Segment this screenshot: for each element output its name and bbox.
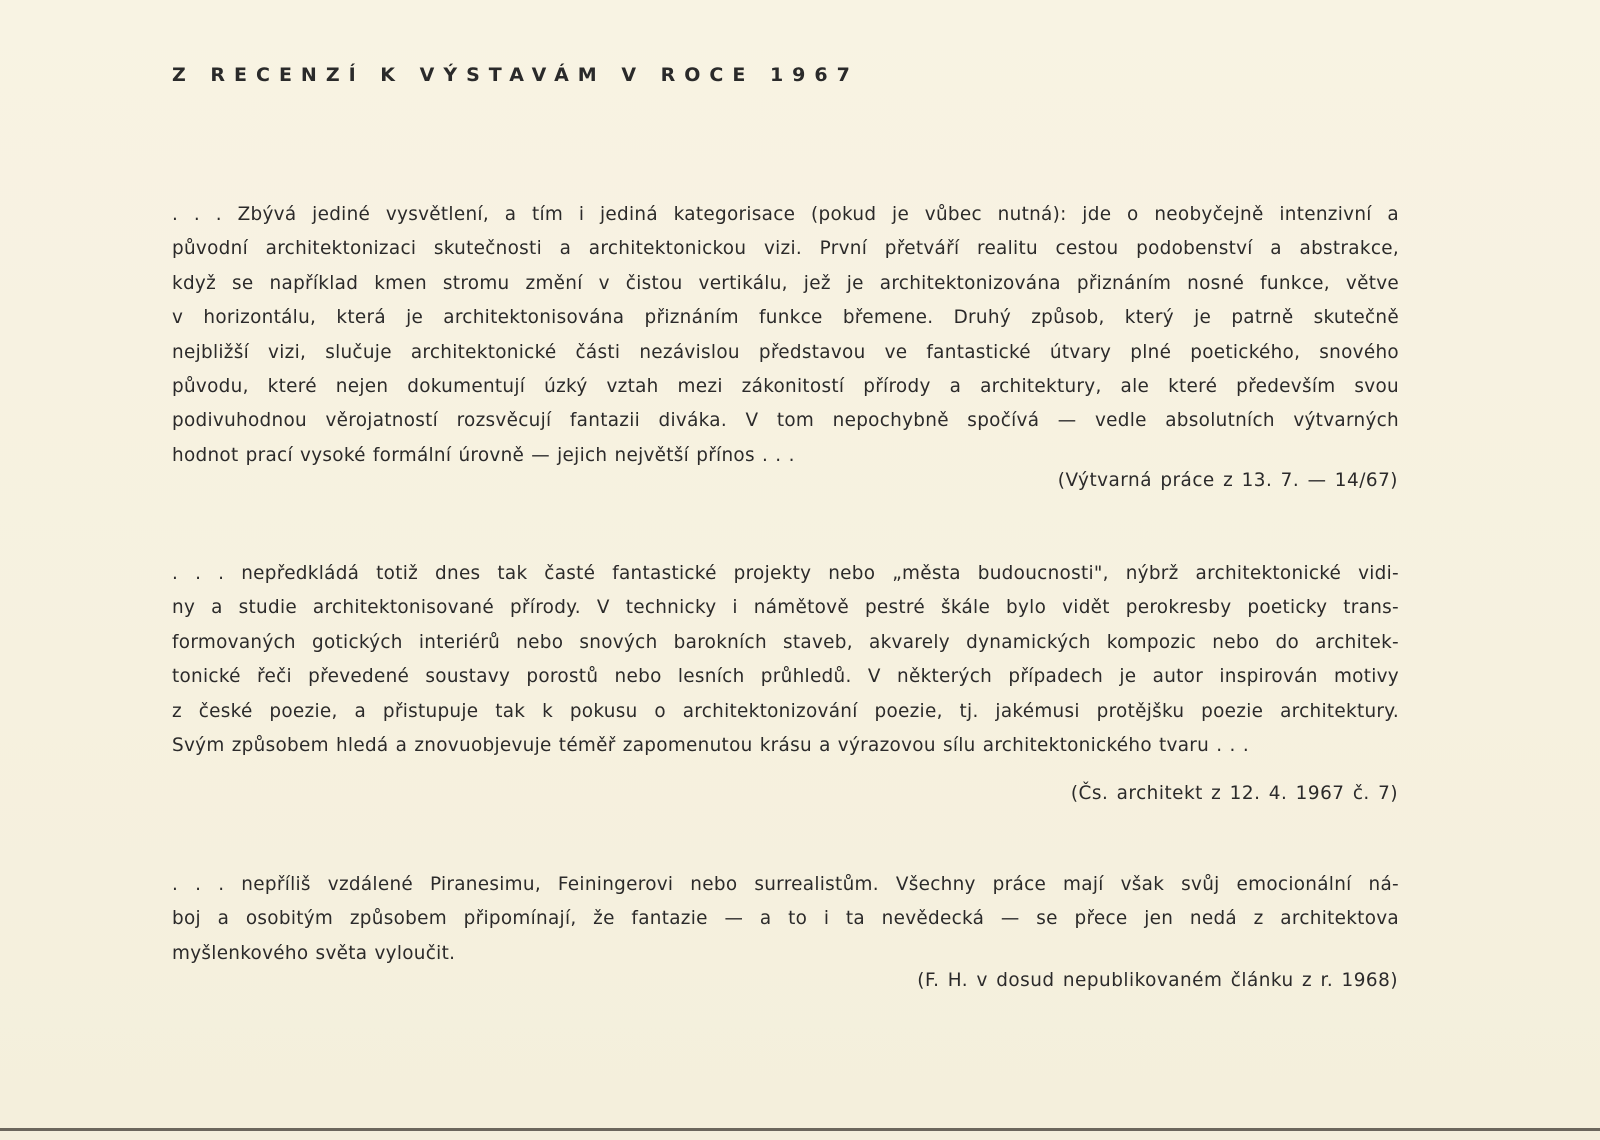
text-line: . . . nepříliš vzdálené Piranesimu, Feiningerovi nebo surrealistům. Všechny práce mají však svůj emocionální ná- [172, 874, 1399, 895]
page-heading: Z RECENZÍ K VÝSTAVÁM V ROCE 1967 [172, 64, 859, 86]
text-line: Svým způsobem hledá a znovuobjevuje téměř zapomenutou krásu a výrazovou sílu architektonického tvaru . . . [172, 735, 1249, 757]
text-line: když se například kmen stromu změní v čistou vertikálu, jež je architektonizována přiznáním nosné funkce, větve [172, 272, 1399, 294]
page-bottom-edge [0, 1128, 1600, 1131]
text-line: formovaných gotických interiérů nebo snových barokních staveb, akvarely dynamických kompozic nebo do architek- [172, 631, 1399, 653]
text-line: boj a osobitým způsobem připomínají, že fantazie — a to i ta nevědecká — se přece jen nedá z architektova [172, 908, 1399, 930]
text-line: podivuhodnou věrojatností rozsvěcují fantazii diváka. V tom nepochybně spočívá — vedle absolutních výtvarných [172, 410, 1399, 432]
review-paragraph-2 [172, 557, 1399, 763]
text-line: v horizontálu, která je architektonisována přiznáním funkce břemene. Druhý způsob, který je patrně skutečně [172, 307, 1399, 329]
text-line: původu, které nejen dokumentují úzký vztah mezi zákonitostí přírody a architektury, ale které především svou [172, 376, 1399, 398]
text-line: . . . Zbývá jediné vysvětlení, a tím i jediná kategorisace (pokud je vůbec nutná): jde o neobyčejně intenzivní a [172, 204, 1399, 225]
text-line: hodnot prací vysoké formální úrovně — jejich největší přínos . . . [172, 444, 795, 466]
text-line: ny a studie architektonisované přírody. V technicky i námětově pestré škále bylo vidět perokresby poeticky trans- [172, 597, 1399, 619]
text-line: myšlenkového světa vyloučit. [172, 942, 456, 964]
review-source-3: (F. H. v dosud nepublikovaném článku z r. 1968) [917, 970, 1398, 991]
review-source-2: (Čs. architekt z 12. 4. 1967 č. 7) [1070, 783, 1398, 804]
text-line: . . . nepředkládá totiž dnes tak časté fantastické projekty nebo „města budoucnosti", nýbrž architektonické vidi- [172, 563, 1399, 584]
review-source-1: (Výtvarná práce z 13. 7. — 14/67) [1057, 470, 1398, 491]
text-line: nejbližší vizi, slučuje architektonické části nezávislou představou ve fantastické útvary plné poetického, snového [172, 341, 1399, 363]
text-line: tonické řeči převedené soustavy porostů nebo lesních průhledů. V některých případech je autor inspirován motivy [172, 666, 1399, 688]
review-paragraph-3 [172, 868, 1399, 971]
text-line: z české poezie, a přistupuje tak k pokusu o architektonizování poezie, tj. jakémusi protějšku poezie architektury. [172, 700, 1399, 722]
review-paragraph-1 [172, 198, 1399, 473]
text-line: původní architektonizaci skutečnosti a architektonickou vizi. První přetváří realitu cestou podobenství a abstrakce, [172, 238, 1399, 260]
